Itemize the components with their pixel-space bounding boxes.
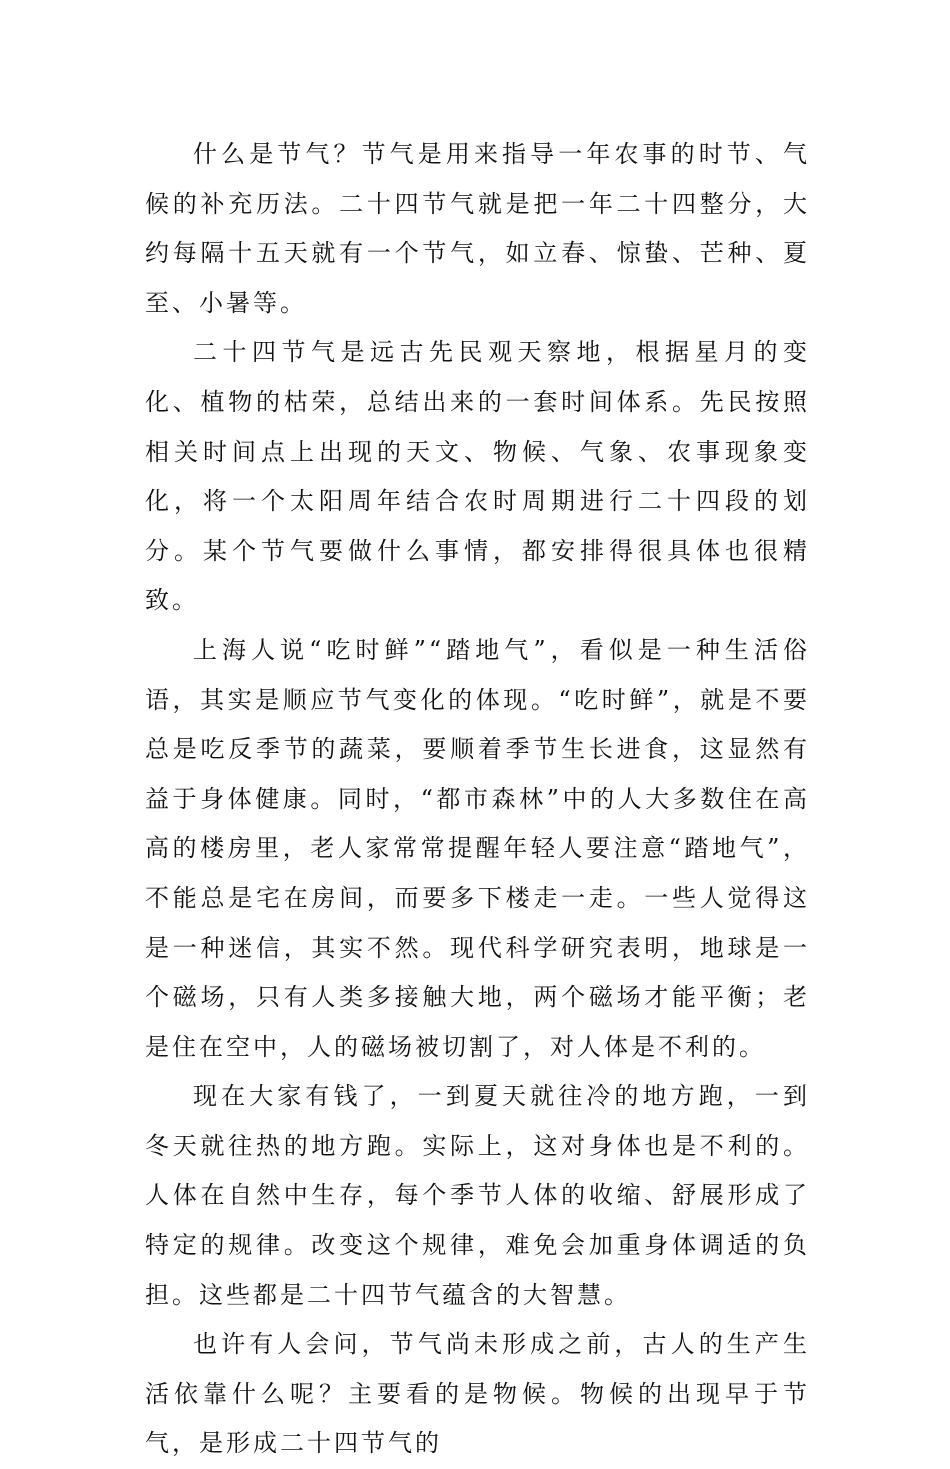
paragraph-3: 上海人说“吃时鲜”“踏地气”，看似是一种生活俗语，其实是顺应节气变化的体现。“吃时鲜”，就是不要总是吃反季节的蔬菜，要顺着季节生长进食，这显然有益于身体健康。同时，“都市森林”中的人大多数住在高高的楼房里，老人家常常提醒年轻人要注意“踏地气”，不能总是宅在房间，而要多下楼走一走。一些人觉得这是一种迷信，其实不然。现代科学研究表明，地球是一个磁场，只有人类多接触大地，两个磁场才能平衡；老是住在空中，人的磁场被切割了，对人体是不利的。 xyxy=(145,635,810,1061)
paragraph-4: 现在大家有钱了，一到夏天就往冷的地方跑，一到冬天就往热的地方跑。实际上，这对身体也是不利的。人体在自然中生存，每个季节人体的收缩、舒展形成了特定的规律。改变这个规律，难免会加重身体调适的负担。这些都是二十四节气蕴含的大智慧。 xyxy=(145,1082,810,1309)
article-body xyxy=(145,130,810,1469)
paragraph-1: 什么是节气？节气是用来指导一年农事的时节、气候的补充历法。二十四节气就是把一年二十四整分，大约每隔十五天就有一个节气，如立春、惊蛰、芒种、夏至、小暑等。 xyxy=(145,140,810,317)
paragraph-5: 也许有人会问，节气尚未形成之前，古人的生产生活依靠什么呢？主要看的是物候。物候的出现早于节气，是形成二十四节气的 xyxy=(145,1330,810,1458)
paragraph-2: 二十四节气是远古先民观天察地，根据星月的变化、植物的枯荣，总结出来的一套时间体系。先民按照相关时间点上出现的天文、物候、气象、农事现象变化，将一个太阳周年结合农时周期进行二十四段的划分。某个节气要做什么事情，都安排得很具体也很精致。 xyxy=(145,338,810,615)
